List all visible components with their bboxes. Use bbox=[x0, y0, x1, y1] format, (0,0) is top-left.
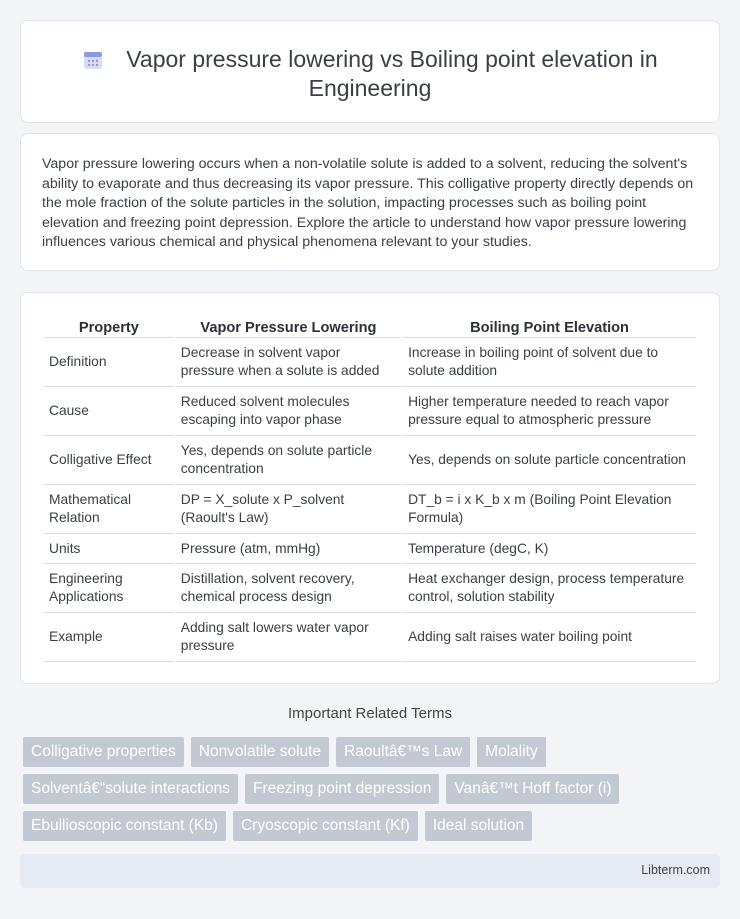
row-vapor-value: Pressure (atm, mmHg) bbox=[176, 534, 401, 564]
row-property: Example bbox=[44, 613, 174, 662]
tag-colligative-properties[interactable]: Colligative properties bbox=[23, 737, 184, 767]
tag-row bbox=[23, 737, 723, 767]
row-property: Units bbox=[44, 534, 174, 564]
table-header-row bbox=[44, 316, 696, 338]
intro-paragraph: Vapor pressure lowering occurs when a non-volatile solute is added to a solvent, reducing the solvent's ability to evaporate and thus decreasing its vapor pressure. This colligative property directly depends on the mole fraction of the solute particles in the solution, impacting processes such as boiling point elevation and freezing point depression. Explore the article to understand how vapor pressure lowering influences various chemical and physical phenomena relevant to your studies. bbox=[42, 156, 694, 251]
header-boiling-point-elevation: Boiling Point Elevation bbox=[403, 316, 696, 338]
row-vapor-value: Decrease in solvent vapor pressure when a solute is added bbox=[176, 338, 401, 387]
row-boiling-value: Temperature (degC, K) bbox=[403, 534, 696, 564]
row-property: Definition bbox=[44, 338, 174, 387]
row-property: Mathematical Relation bbox=[44, 485, 174, 534]
row-boiling-value: DT_b = i x K_b x m (Boiling Point Elevation Formula) bbox=[403, 485, 696, 534]
row-boiling-value: Higher temperature needed to reach vapor pressure equal to atmospheric pressure bbox=[403, 387, 696, 436]
intro-card bbox=[20, 133, 720, 271]
table-row bbox=[44, 485, 696, 534]
footer-bar bbox=[20, 854, 720, 888]
table-row bbox=[44, 436, 696, 485]
table-row bbox=[44, 534, 696, 564]
row-boiling-value: Adding salt raises water boiling point bbox=[403, 613, 696, 662]
row-vapor-value: Adding salt lowers water vapor pressure bbox=[176, 613, 401, 662]
title-card bbox=[20, 20, 720, 123]
footer-site-link[interactable]: Libterm.com bbox=[641, 863, 710, 877]
table-row bbox=[44, 387, 696, 436]
row-property: Colligative Effect bbox=[44, 436, 174, 485]
row-vapor-value: DP = X_solute x P_solvent (Raoult's Law) bbox=[176, 485, 401, 534]
row-property: Cause bbox=[44, 387, 174, 436]
tag-ideal-solution[interactable]: Ideal solution bbox=[425, 811, 532, 841]
tag-ebullioscopic-constant[interactable]: Ebullioscopic constant (Kb) bbox=[23, 811, 226, 841]
tag-row bbox=[23, 811, 723, 841]
comparison-card bbox=[20, 292, 720, 684]
calendar-icon bbox=[82, 49, 104, 71]
row-vapor-value: Yes, depends on solute particle concentration bbox=[176, 436, 401, 485]
tag-vant-hoff-factor[interactable]: Vanâ€™t Hoff factor (i) bbox=[446, 774, 619, 804]
related-terms-list bbox=[23, 737, 723, 848]
row-vapor-value: Distillation, solvent recovery, chemical process design bbox=[176, 564, 401, 613]
page-title: Vapor pressure lowering vs Boiling point elevation in Engineering bbox=[126, 46, 658, 101]
row-vapor-value: Reduced solvent molecules escaping into vapor phase bbox=[176, 387, 401, 436]
tag-solvent-solute-interactions[interactable]: Solventâ€“solute interactions bbox=[23, 774, 238, 804]
row-boiling-value: Yes, depends on solute particle concentration bbox=[403, 436, 696, 485]
tag-raoults-law[interactable]: Raoultâ€™s Law bbox=[336, 737, 470, 767]
row-boiling-value: Heat exchanger design, process temperature control, solution stability bbox=[403, 564, 696, 613]
tag-cryoscopic-constant[interactable]: Cryoscopic constant (Kf) bbox=[233, 811, 418, 841]
table-row bbox=[44, 338, 696, 387]
header-vapor-pressure-lowering: Vapor Pressure Lowering bbox=[176, 316, 401, 338]
row-property: Engineering Applications bbox=[44, 564, 174, 613]
tag-nonvolatile-solute[interactable]: Nonvolatile solute bbox=[191, 737, 329, 767]
table-row bbox=[44, 613, 696, 662]
tag-row bbox=[23, 774, 723, 804]
table-row bbox=[44, 564, 696, 613]
tag-molality[interactable]: Molality bbox=[477, 737, 546, 767]
tag-freezing-point-depression[interactable]: Freezing point depression bbox=[245, 774, 439, 804]
header-property: Property bbox=[44, 316, 174, 338]
related-terms-heading: Important Related Terms bbox=[288, 705, 452, 722]
comparison-table bbox=[42, 316, 698, 662]
page-title-wrap bbox=[21, 45, 719, 103]
row-boiling-value: Increase in boiling point of solvent due to solute addition bbox=[403, 338, 696, 387]
